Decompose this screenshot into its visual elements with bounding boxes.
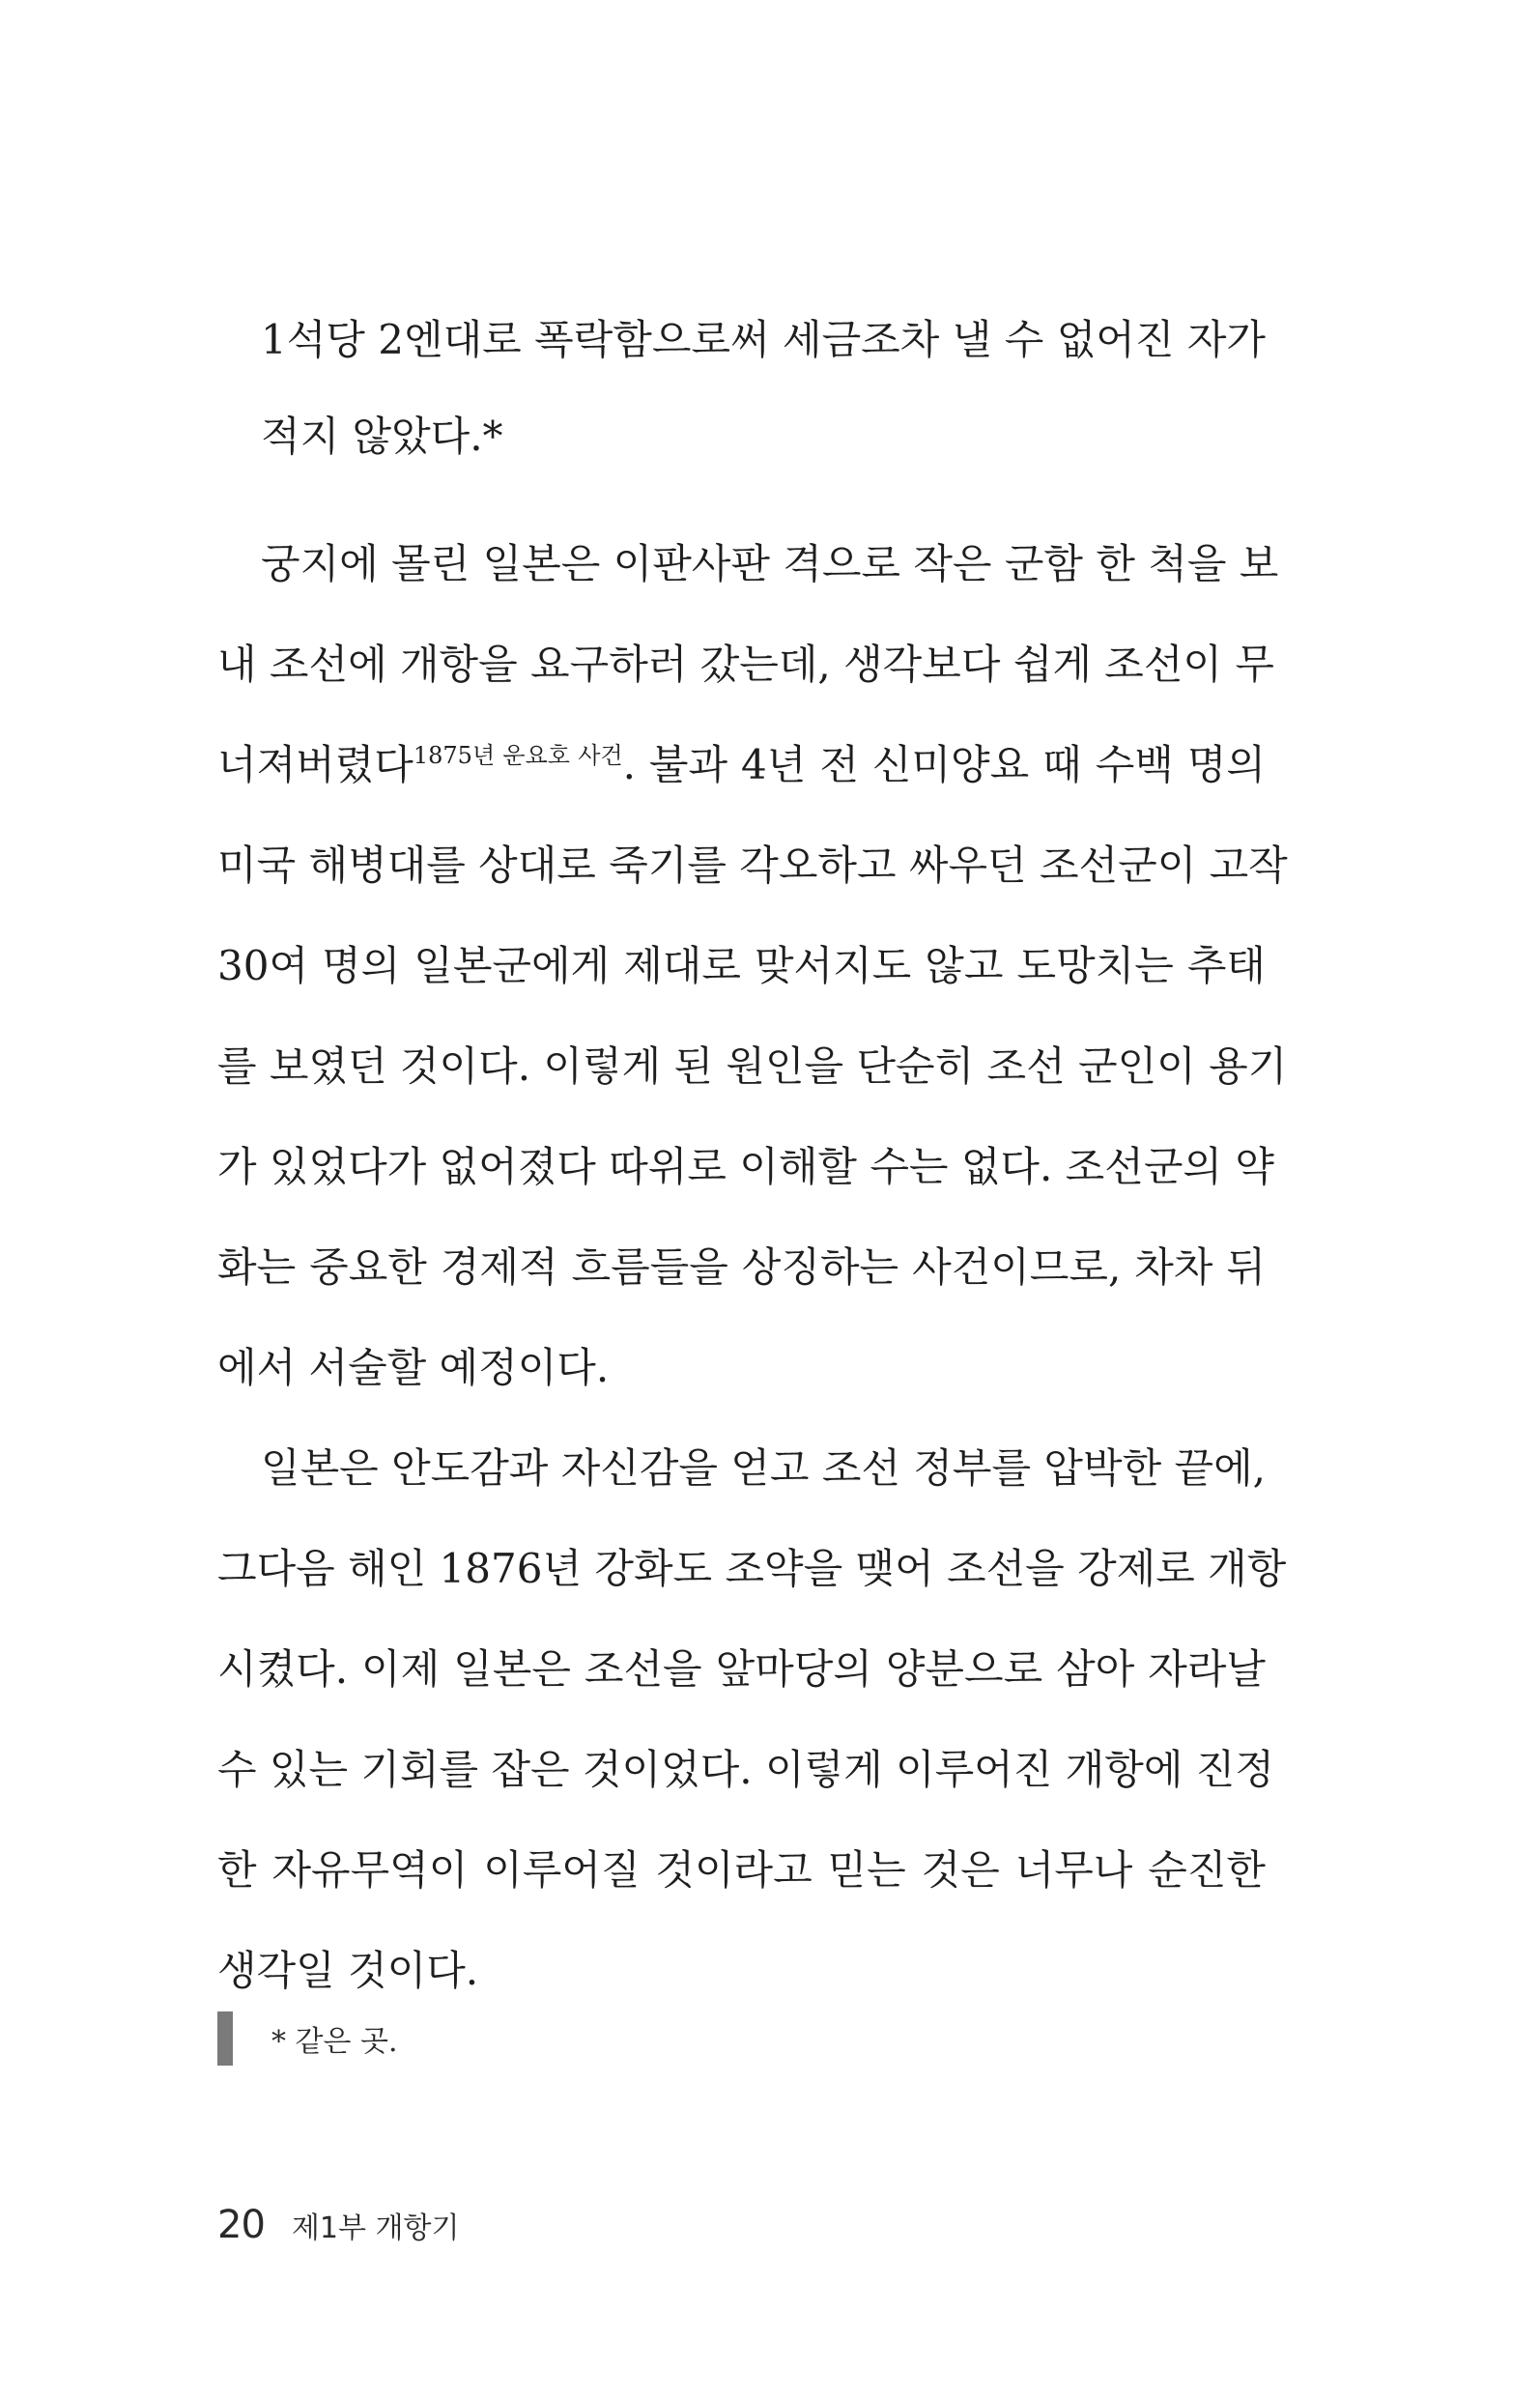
paragraph-1-line-3-text-b: . 불과 4년 전 신미양요 때 수백 명의 [622,741,1266,788]
inline-note: 1875년 운요호 사건 [413,742,623,769]
footnote [217,2010,398,2068]
paragraph-1-line-3-text-a: 너져버렸다 [217,741,414,788]
paragraph-1-line-5: 30여 명의 일본군에게 제대로 맞서지도 않고 도망치는 추태 [217,942,1266,989]
paragraph-1-line-3 [217,736,1266,794]
paragraph-1-line-8: 화는 중요한 경제적 흐름들을 상징하는 사건이므로, 차차 뒤 [217,1243,1266,1291]
paragraph-2-line-4: 수 있는 기회를 잡은 것이었다. 이렇게 이루어진 개항에 진정 [217,1746,1274,1793]
paragraph-1-line-7: 가 있었다가 없어졌다 따위로 이해할 수는 없다. 조선군의 약 [217,1143,1274,1190]
paragraph-1-line-1: 궁지에 몰린 일본은 이판사판 격으로 작은 군함 한 척을 보 [261,540,1279,587]
page-number: 20 [217,2203,265,2247]
running-footer [217,2203,459,2247]
paragraph-1-line-9: 에서 서술할 예정이다. [217,1344,610,1391]
footnote-marker-bar [217,2011,233,2066]
part-title: 제1부 개항기 [291,2211,460,2245]
paragraph-2-line-2: 그다음 해인 1876년 강화도 조약을 맺어 조선을 강제로 개항 [217,1545,1287,1592]
paragraph-2-line-3: 시켰다. 이제 일본은 조선을 앞마당의 양분으로 삼아 자라날 [217,1645,1266,1693]
paragraph-1-line-6: 를 보였던 것이다. 이렇게 된 원인을 단순히 조선 군인이 용기 [217,1042,1288,1090]
paragraph-2-line-6: 생각일 것이다. [217,1947,479,1994]
paragraph-1-line-4: 미국 해병대를 상대로 죽기를 각오하고 싸우던 조선군이 고작 [217,841,1288,889]
quote-line-2: 적지 않았다.* [261,413,503,460]
paragraph-2-line-5: 한 자유무역이 이루어질 것이라고 믿는 것은 너무나 순진한 [217,1846,1266,1894]
paragraph-2-line-1: 일본은 안도감과 자신감을 얻고 조선 정부를 압박한 끝에, [261,1444,1266,1492]
quote-line-1: 1석당 2엔대로 폭락함으로써 세금조차 낼 수 없어진 자가 [261,316,1266,363]
footnote-text: * 같은 곳. [271,2025,398,2059]
paragraph-1-line-2: 내 조선에 개항을 요구하러 갔는데, 생각보다 쉽게 조선이 무 [217,641,1274,688]
